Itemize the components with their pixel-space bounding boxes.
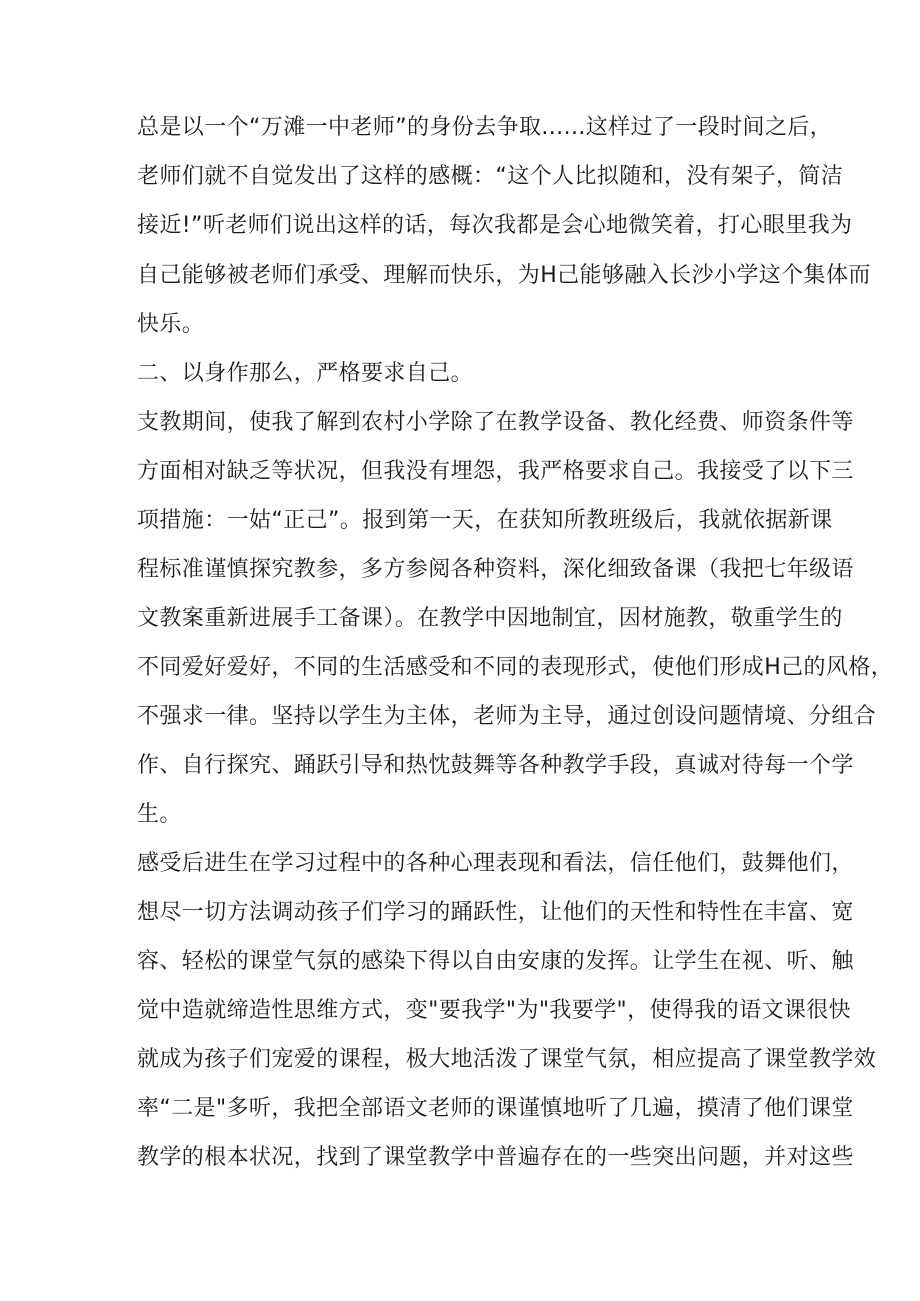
text-line: 快乐。: [137, 312, 205, 337]
text-line: 自己能够被老师们承受、理解而快乐，为H己能够融入长沙小学这个集体而: [137, 263, 871, 288]
text-line: 容、轻松的课堂气氛的感染下得以自由安康的发挥。让学生在视、听、触: [137, 949, 854, 974]
text-line: 方面相对缺乏等状况，但我没有埋怨，我严格要求自己。我接受了以下三: [137, 459, 854, 484]
section-heading: 二、以身作那么，严格要求自己。: [137, 361, 474, 386]
text-line: 接近!”听老师们说出这样的话，每次我都是会心地微笑着，打心眼里我为: [137, 213, 853, 238]
text-line: 想尽一切方法调动孩子们学习的踊跃性，让他们的天性和特性在丰富、宽: [137, 900, 854, 925]
text-line: 作、自行探究、踊跃引导和热忱鼓舞等各种教学手段，真诚对待每一个学: [137, 753, 854, 778]
text-line: 觉中造就缔造性思维方式，变"要我学"为"我要学"，使得我的语文课很快: [137, 998, 852, 1023]
text-line: 不同爱好爱好，不同的生活感受和不同的表现形式，使他们形成H己的风格，: [137, 655, 894, 680]
text-line: 老师们就不自觉发出了这样的感概：“这个人比拟随和，没有架子，简洁: [137, 164, 844, 189]
text-line: 程标准谨慎探究教参，多方参阅各种资料，深化细致备课（我把七年级语: [137, 557, 854, 582]
text-line: 文教案重新进展手工备课）。在教学中因地制宜，因材施教，敬重学生的: [137, 606, 843, 631]
text-line: 就成为孩子们宠爱的课程，极大地活泼了课堂气氛，相应提高了课堂教学效: [137, 1047, 877, 1072]
text-line: 不强求一律。坚持以学生为主体，老师为主导，通过创设问题情境、分组合: [137, 704, 877, 729]
text-line: 项措施：一姑“正己”。报到第一天，在获知所教班级后，我就依据新课: [137, 508, 833, 533]
text-line: 教学的根本状况，找到了课堂教学中普遍存在的一些突出问题，并对这些: [137, 1145, 854, 1170]
text-line: 支教期间，使我了解到农村小学除了在教学设备、教化经费、师资条件等: [137, 410, 854, 435]
text-line: 感受后进生在学习过程中的各种心理表现和看法，信任他们，鼓舞他们，: [137, 851, 854, 876]
text-line: 生。: [137, 802, 182, 827]
text-line: 总是以一个“万滩一中老师”的身份去争取......这样过了一段时间之后，: [137, 115, 833, 140]
text-line: 率“二是"多听，我把全部语文老师的课谨慎地听了几遍，摸清了他们课堂: [137, 1096, 854, 1121]
